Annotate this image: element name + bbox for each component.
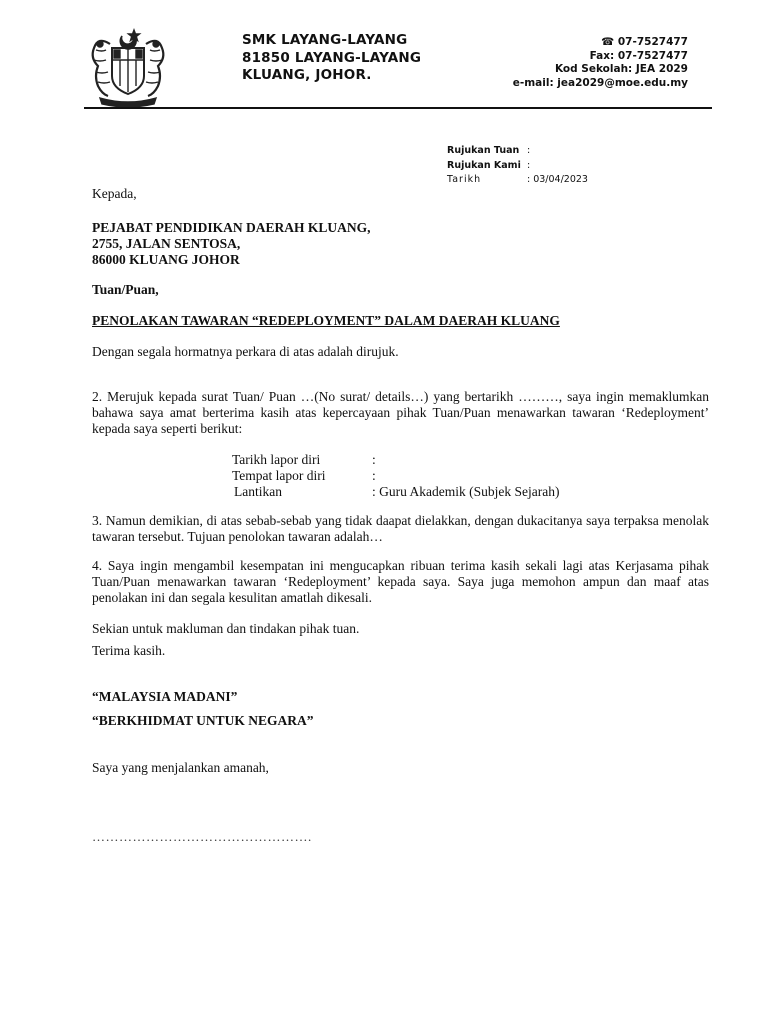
recipient-line1: PEJABAT PENDIDIKAN DAERAH KLUANG, <box>92 220 371 235</box>
ref-tarikh-label: Tarikh <box>447 174 482 185</box>
detail-value: : <box>372 468 376 483</box>
coat-of-arms-logo <box>84 26 172 108</box>
motto-berkhidmat: “BERKHIDMAT UNTUK NEGARA” <box>92 713 314 728</box>
letter-subject: PENOLAKAN TAWARAN “REDEPLOYMENT” DALAM DAERAH KLUANG <box>92 313 560 328</box>
recipient-line3: 86000 KLUANG JOHOR <box>92 252 240 267</box>
reference-block <box>447 144 588 188</box>
detail-label: Tempat lapor diri <box>232 468 326 483</box>
school-header <box>242 32 421 85</box>
email-address: e-mail: jea2029@moe.edu.my <box>512 76 688 89</box>
school-code: Kod Sekolah: JEA 2029 <box>554 63 688 76</box>
contact-block <box>513 36 688 90</box>
closing-line1: Sekian untuk makluman dan tindakan pihak tuan. <box>92 621 360 636</box>
greeting: Tuan/Puan, <box>92 282 159 297</box>
fax-number: Fax: 07-7527477 <box>589 49 688 62</box>
paragraph-2: 2. Merujuk kepada surat Tuan/ Puan …(No surat/ details…) yang bertarikh ………, saya ingin memaklumkan bahawa saya amat berterima kasih atas kepercayaan pihak Tuan/Puan menawarkan tawaran ‘Redeployment’ kepada saya seperti berikut: <box>92 389 709 436</box>
ref-tuan-value: : <box>527 145 531 156</box>
school-address-line1: 81850 LAYANG-LAYANG <box>242 49 422 66</box>
opening-line: Dengan segala hormatnya perkara di atas adalah dirujuk. <box>92 344 399 359</box>
header-divider <box>84 107 712 109</box>
sign-off: Saya yang menjalankan amanah, <box>92 760 269 775</box>
recipient-line2: 2755, JALAN SENTOSA, <box>92 236 241 251</box>
salutation-to: Kepada, <box>92 186 137 201</box>
ref-kami-label: Rujukan Kami <box>447 159 521 171</box>
detail-row <box>232 452 559 468</box>
paragraph-3: 3. Namun demikian, di atas sebab-sebab yang tidak daapat dielakkan, dengan dukacitanya saya terpaksa menolak tawaran tersebut. Tujuan penolokan tawaran adalah… <box>92 513 709 544</box>
ref-tuan-label: Rujukan Tuan <box>447 145 520 156</box>
paragraph-4: 4. Saya ingin mengambil kesempatan ini mengucapkan ribuan terima kasih sekali lagi atas Kerjasama pihak Tuan/Puan menawarkan tawaran ‘Redeployment’ kepada saya. Saya juga memohon ampun dan maaf atas penolakan ini dan segala kesulitan amatlah dikesali. <box>92 558 709 605</box>
detail-row <box>232 484 559 500</box>
ref-kami-value: : <box>527 159 531 171</box>
ref-tarikh-value: : 03/04/2023 <box>527 174 588 185</box>
detail-value: : Guru Akademik (Subjek Sejarah) <box>372 484 560 499</box>
detail-label: Tarikh lapor diri <box>232 452 321 467</box>
details-table <box>232 452 559 500</box>
ref-row-tuan <box>447 144 588 159</box>
school-address-line2: KLUANG, JOHOR. <box>242 67 372 83</box>
ref-row-kami <box>447 159 588 174</box>
motto-malaysia-madani: “MALAYSIA MADANI” <box>92 689 238 704</box>
ref-row-tarikh <box>447 173 588 188</box>
detail-row <box>232 468 559 484</box>
phone-number: ☎ 07-7527477 <box>601 36 688 48</box>
school-name: SMK LAYANG-LAYANG <box>242 32 408 48</box>
detail-value: : <box>372 452 376 467</box>
signature-line: …………………………………………. <box>92 829 312 844</box>
detail-label: Lantikan <box>234 484 282 499</box>
closing-line2: Terima kasih. <box>92 643 166 658</box>
